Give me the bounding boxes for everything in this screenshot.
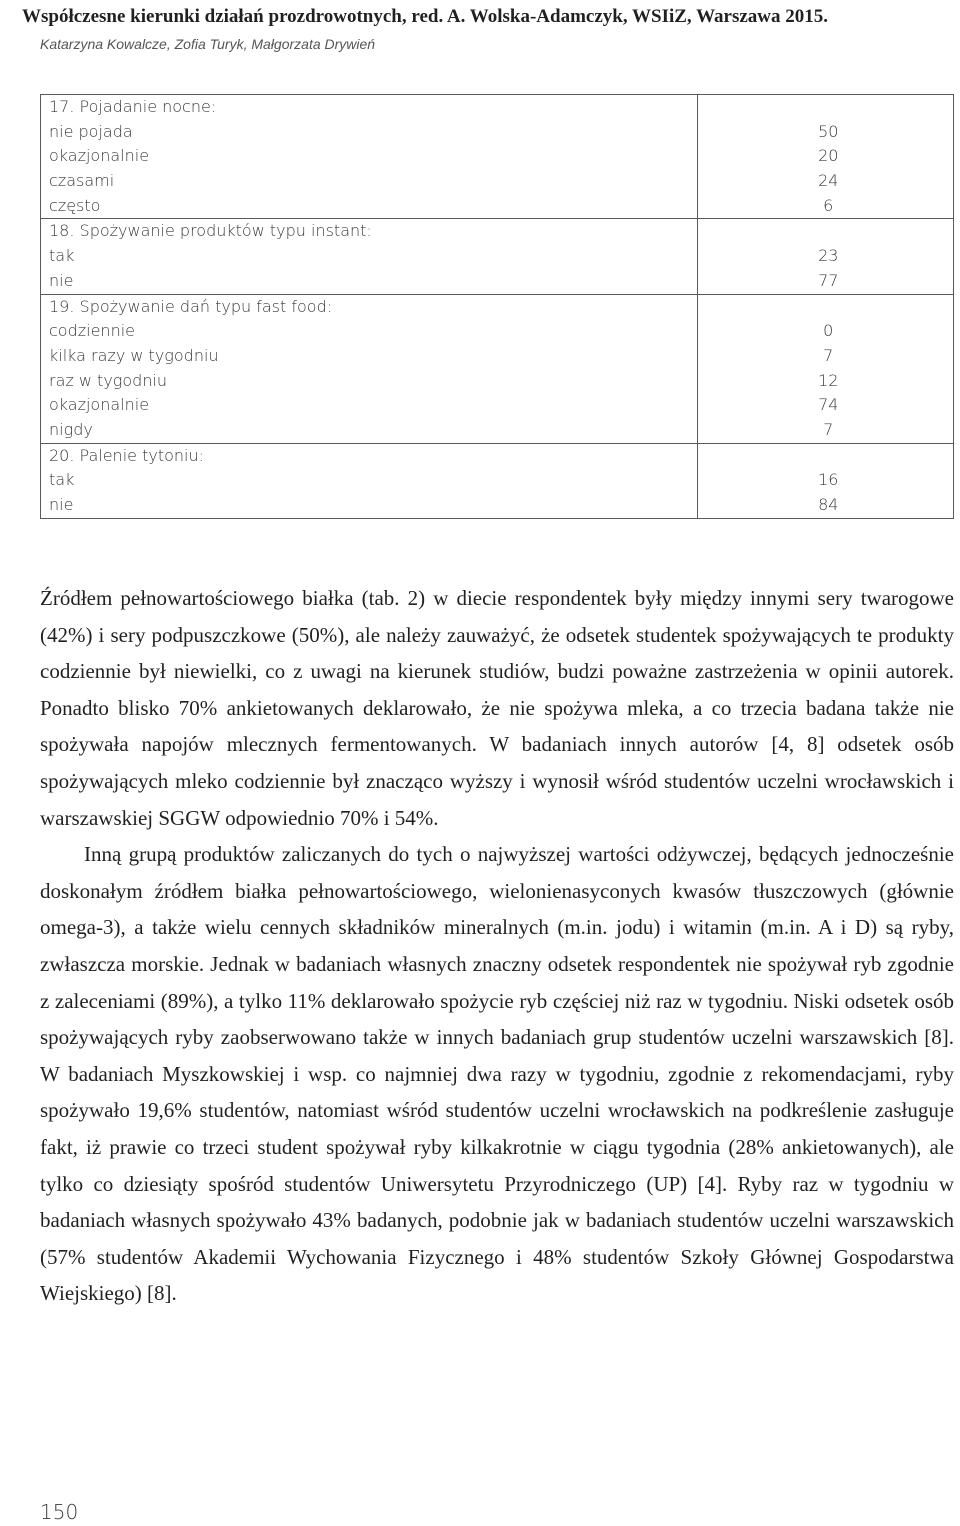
answer-label: nigdy [49,419,93,439]
answer-value [698,95,953,120]
question-label: 20. Palenie tytoniu: [49,445,204,465]
answer-value: 50 [818,121,839,141]
answer-value [698,444,953,469]
answer-value: 0 [823,321,834,341]
answer-value: 12 [818,370,839,390]
answer-label: tak [49,246,75,266]
running-header-authors: Katarzyna Kowalcze, Zofia Turyk, Małgorzata Drywień [40,36,376,52]
answer-value: 6 [823,195,834,215]
running-header-title: Współczesne kierunki działań prozdrowotnych, red. A. Wolska-Adamczyk, WSIiZ, Warszawa 2015. [22,6,829,27]
table-row [41,443,954,518]
answer-label: okazjonalnie [49,146,150,166]
answer-value [698,219,953,244]
row-value-cell [697,294,953,443]
answer-value [698,295,953,320]
answer-label: codziennie [49,321,135,341]
answer-value: 24 [818,171,839,191]
row-value-cell [697,443,953,518]
question-label: 17. Pojadanie nocne: [49,97,217,116]
article-body [40,580,954,1312]
answer-label: czasami [49,171,115,191]
answer-label: nie [49,495,74,514]
row-label-cell [41,294,698,443]
answer-label: raz w tygodniu [49,370,168,390]
answer-label: tak [49,470,75,490]
answer-label: często [49,195,101,215]
row-label-cell [41,219,698,294]
table-row [41,219,954,294]
answer-value: 23 [818,246,839,266]
row-label-cell [41,95,698,219]
row-label-cell [41,443,698,518]
answer-value: 7 [823,419,834,439]
answer-value: 7 [823,345,834,365]
answer-value: 16 [818,470,839,490]
row-value-cell [697,95,953,219]
table-row [41,294,954,443]
answer-label: kilka razy w tygodniu [49,345,219,365]
survey-results-table [40,94,954,519]
answer-value: 77 [818,270,839,290]
page-number: 150 [40,1500,79,1524]
question-label: 19. Spożywanie dań typu fast food: [49,296,333,316]
answer-label: nie pojada [49,121,133,141]
body-paragraph-1: Źródłem pełnowartościowego białka (tab. 2) w diecie respondentek były między innymi sery twarogowe (42%) i sery podpuszczkowe (50%), ale należy zauważyć, że odsetek studentek spożywających te produkty codziennie był niewielki, co z uwagi na kierunek studiów, budzi poważne zastrzeżenia w opinii autorek. Ponadto blisko 70% ankietowanych deklarowało, że nie spożywa mleka, a co trzecia badana także nie spożywała napojów mlecznych fermentowanych. W badaniach innych autorów [4, 8] odsetek osób spożywających mleko codziennie był znacząco wyższy i wynosił wśród studentów uczelni wrocławskich i warszawskiej SGGW odpowiednio 70% i 54%. [40,586,954,830]
table-row [41,95,954,219]
question-label: 18. Spożywanie produktów typu instant: [49,221,372,241]
answer-value: 20 [818,146,839,166]
answer-value: 74 [818,395,839,415]
answer-value: 84 [818,495,839,514]
answer-label: nie [49,270,74,290]
body-paragraph-2: Inną grupą produktów zaliczanych do tych o najwyższej wartości odżywczej, będących jednocześnie doskonałym źródłem białka pełnowartościowego, wielonienasyconych kwasów tłuszczowych (głównie omega-3), a także wielu cennych składników mineralnych (m.in. jodu) i witamin (m.in. A i D) są ryby, zwłaszcza morskie. Jednak w badaniach własnych znaczny odsetek respondentek nie spożywał ryb zgodnie z zaleceniami (89%), a tylko 11% deklarowało spożycie ryb częściej niż raz w tygodniu. Niski odsetek osób spożywających ryby zaobserwowano także w innych badaniach grup studentów uczelni warszawskich [8]. W badaniach Myszkowskiej i wsp. co najmniej dwa razy w tygodniu, zgodnie z rekomendacjami, ryby spożywało 19,6% studentów, natomiast wśród studentów uczelni wrocławskich na podkreślenie zasługuje fakt, iż prawie co trzeci student spożywał ryby kilkakrotnie w ciągu tygodnia (28% ankietowanych), ale tylko co dziesiąty spośród studentów Uniwersytetu Przyrodniczego (UP) [4]. Ryby raz w tygodniu w badaniach własnych spożywało 43% badanych, podobnie jak w badaniach studentów uczelni warszawskich (57% studentów Akademii Wychowania Fizycznego i 48% studentów Szkoły Głównej Gospodarstwa Wiejskiego) [8]. [40,842,954,1306]
answer-label: okazjonalnie [49,395,150,415]
row-value-cell [697,219,953,294]
